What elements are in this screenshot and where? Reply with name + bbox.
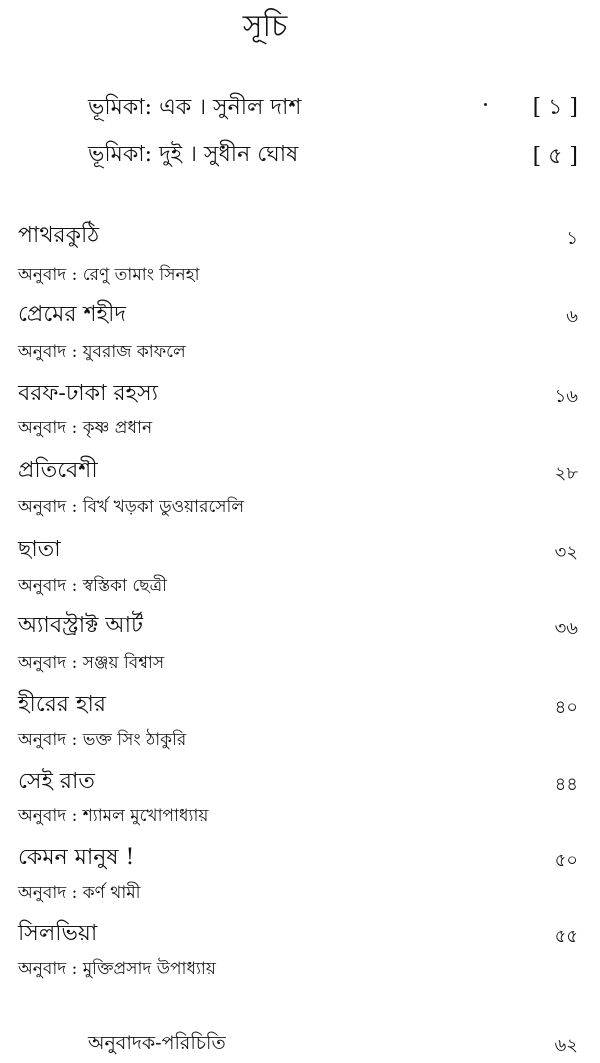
story-title-1: পাথরকুঠি	[18, 223, 100, 248]
story-translator-9: অনুবাদ : কর্ণ থামী	[18, 883, 141, 903]
story-page-8: ৪৪	[554, 774, 578, 795]
story-title-8: সেই রাত	[18, 769, 95, 794]
preface-one-page: [ ১ ]	[532, 95, 578, 120]
story-page-9: ৫০	[554, 850, 578, 871]
story-translator-3: অনুবাদ : কৃষ্ণ প্রধান	[18, 418, 153, 438]
story-translator-10: অনুবাদ : মুক্তিপ্রসাদ উপাধ্যায়	[18, 959, 216, 979]
story-title-4: প্রতিবেশী	[18, 458, 98, 483]
story-page-6: ৩৬	[554, 618, 578, 639]
story-title-3: বরফ-ঢাকা রহস্য	[18, 381, 159, 406]
page-title: সূচি	[242, 9, 288, 44]
story-title-10: সিলভিয়া	[18, 921, 98, 946]
translators-section-title: অনুবাদক-পরিচিতি	[88, 1032, 226, 1054]
story-translator-5: অনুবাদ : স্বস্তিকা ছেত্রী	[18, 576, 167, 596]
story-page-4: ২৮	[554, 463, 578, 484]
preface-two-page: [ ৫ ]	[532, 144, 578, 169]
story-page-2: ৬	[566, 306, 578, 327]
story-translator-7: অনুবাদ : ভক্ত সিং ঠাকুরি	[18, 730, 187, 750]
story-translator-2: অনুবাদ : যুবরাজ কাফলে	[18, 342, 186, 362]
translators-section-page: ৬২	[554, 1035, 578, 1056]
story-title-9: কেমন মানুষ !	[18, 845, 135, 870]
story-page-7: ৪০	[554, 697, 578, 718]
story-page-5: ৩২	[554, 542, 578, 563]
story-title-6: অ্যাবস্ট্রাক্ট আর্ট	[18, 613, 144, 638]
story-translator-1: অনুবাদ : রেণু তামাং সিনহা	[18, 265, 200, 285]
story-translator-4: অনুবাদ : বির্খ খড়কা ডুওয়ারসেলি	[18, 497, 245, 517]
story-page-3: ১৬	[554, 386, 578, 407]
story-page-1: ১	[566, 228, 578, 249]
story-title-5: ছাতা	[18, 537, 61, 562]
preface-one-label: ভূমিকা: এক । সুনীল দাশ	[88, 95, 302, 120]
story-page-10: ৫৫	[554, 926, 578, 947]
preface-two-label: ভূমিকা: দুই । সুধীন ঘোষ	[88, 142, 299, 167]
ink-speck	[484, 103, 487, 106]
story-title-2: প্রেমের শহীদ	[18, 302, 126, 327]
story-translator-6: অনুবাদ : সঞ্জয় বিশ্বাস	[18, 653, 165, 673]
story-title-7: হীরের হার	[18, 692, 106, 717]
story-translator-8: অনুবাদ : শ্যামল মুখোপাধ্যায়	[18, 806, 209, 826]
